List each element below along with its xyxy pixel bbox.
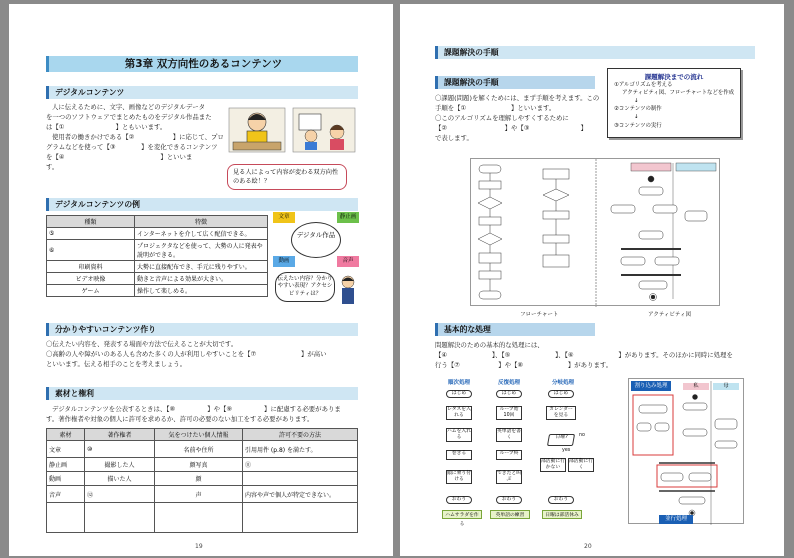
section-basic: 基本的な処理 xyxy=(435,323,595,336)
branch-node: おわり xyxy=(548,496,574,504)
examples-table xyxy=(46,215,268,297)
digital-work-diagram xyxy=(273,212,359,270)
table-row: ⑤ インターネットを介して広く配信できる。 xyxy=(47,228,268,240)
activity-caption: アクティビティ図 xyxy=(648,312,691,318)
footer-loop: 英単語の練習 xyxy=(490,510,530,519)
no-label: no xyxy=(579,433,585,438)
seq-node: 巻きる xyxy=(446,450,472,460)
rights-text: デジタルコンテンツを公表するときは、【⑧ 】や【⑨ 】に配慮する必要がありま す。著作権者や対象の個人に許可を求めるか、許可の必要のない加工をする必要があります。 xyxy=(46,405,341,423)
rights-table: 素材 著作権者 気をつけたい個人情報 許可不要の方法 文章 ⑩ 名前や住所 引用用件 (p.8) を満たす。 静止画 撮影した人 顔写真 ⑪ 動画 描いた人 顔 音声 ⑫ 声 内容や声で個人が特定できない。 xyxy=(46,428,358,533)
steps-text: 〇課題(問題)を解くためには、まず手順を考えます。この 手順を【① 】といいます。 〇このアルゴリズムを理解しやすくするために 【② 】や【③ 】 で表します。 xyxy=(435,94,600,142)
loop-node: 英単語を書く xyxy=(496,428,522,442)
seq-node: レタスを入れる xyxy=(446,406,472,420)
page-number-left: 19 xyxy=(195,543,203,550)
footer-sequential: ハムサラダを作る xyxy=(442,510,482,519)
page-right xyxy=(400,4,784,556)
loop-node: おわり xyxy=(496,496,522,504)
diagram-label-image: 静止画 xyxy=(337,212,359,223)
diagram-label-video: 動画 xyxy=(273,256,295,267)
basic-text: 問題解決のための基本的な処理には、 【④ 】、【⑤ 】、【⑥ 】があります。そのほかに同時に処理を 行う【⑦ 】や【⑧ 】があります。 xyxy=(435,341,733,369)
table-row: 動画 描いた人 顔 xyxy=(47,472,358,486)
title-branch: 分岐処理 xyxy=(552,380,575,386)
section-top: 課題解決の手順 xyxy=(435,46,755,59)
seq-node: はじめ xyxy=(446,390,472,398)
examples-header-feature: 特徴 xyxy=(135,216,268,228)
section-rights: 素材と権利 xyxy=(46,387,358,400)
lane-mother: 母 xyxy=(713,383,739,390)
chapter-title: 第3章 双方向性のあるコンテンツ xyxy=(46,56,358,72)
title-sequential: 順次処理 xyxy=(448,380,471,386)
page-left xyxy=(9,4,393,556)
loop-node: はじめ xyxy=(496,390,522,398)
interrupt-label: 割り込み処理 xyxy=(631,381,671,391)
section-examples: デジタルコンテンツの例 xyxy=(46,198,358,211)
seq-node: 頭に乗り付ける xyxy=(446,470,472,484)
easy-content-text: 〇伝えたい内容を、発表する場面や方法で伝えることが大切です。 〇高齢の人や障がいのある人も含めた多くの人が利用しやすいことを【⑦ 】が高い といいます。伝える相手のことを考えましょう。 xyxy=(46,340,327,368)
branch-node: 部活動に行かない xyxy=(540,458,566,472)
branch-node: 部活動に行く xyxy=(568,458,594,472)
section-digital-content: デジタルコンテンツ xyxy=(46,86,358,99)
parallel-label: 並行処理 xyxy=(659,515,693,524)
seq-node: おわり xyxy=(446,496,472,504)
footer-branch: 日曜は部活休み xyxy=(542,510,582,519)
flow-box-title: 課題解決までの流れ xyxy=(644,73,704,81)
branch-node: カレンダーを見る xyxy=(546,406,576,420)
table-row: ビデオ映像 動きと音声による効果が大きい。 xyxy=(47,273,268,285)
flowchart-caption: フローチャート xyxy=(520,312,559,318)
section-easy-content: 分かりやすいコンテンツ作り xyxy=(46,323,358,336)
diagram-label-audio: 音声 xyxy=(337,256,359,267)
loop-node: ループ始10回 xyxy=(496,406,522,420)
branch-decision: 日曜? xyxy=(547,434,575,446)
table-row: 音声 ⑫ 声 内容や声で個人が特定できない。 xyxy=(47,486,358,503)
examples-header-type: 種類 xyxy=(47,216,135,228)
table-row: ゲーム 操作して楽しめる。 xyxy=(47,285,268,297)
table-row: 文章 ⑩ 名前や住所 引用用件 (p.8) を満たす。 xyxy=(47,441,358,458)
title-loop: 反復処理 xyxy=(498,380,521,386)
table-row: 静止画 撮影した人 顔写真 ⑪ xyxy=(47,458,358,472)
speech-bubble: 見る人によって内容が変わる双方向性のある絵！？ xyxy=(227,164,347,190)
section-steps: 課題解決の手順 xyxy=(435,76,595,89)
digital-content-text: 人に伝えるために、文字、画像などのデジタルデータ を一つのソフトウェアでまとめたものをデジタル作品また は【① 】ともいいます。 使用者の働きかけである【② 】に応じて、プロ グラムなどを使って【③ 】を変化できるコンテンツ を【④ 】といいま す。 xyxy=(46,103,224,171)
algorithm-figure xyxy=(470,158,720,306)
lane-me: 私 xyxy=(683,383,709,390)
table-row xyxy=(47,503,358,533)
diagram-center: デジタル作品 xyxy=(291,222,341,258)
flow-box: 課題解決までの流れ ①アルゴリズムを考える アクティビティ図、フローチャートなどを作成 ↓ ②コンテンツの制作 ↓ ③コンテンツの実行 xyxy=(607,68,741,138)
table-row: 印刷資料 大勢に直接配布でき、手元に残りやすい。 xyxy=(47,261,268,273)
diagram-label-text: 文章 xyxy=(273,212,295,223)
seq-node: ハムを入れる xyxy=(446,428,472,442)
loop-node: ループ終 xyxy=(496,450,522,460)
process-diagrams xyxy=(440,378,595,527)
students-illustration xyxy=(227,100,359,162)
yes-label: yes xyxy=(562,448,571,453)
branch-node: はじめ xyxy=(548,390,574,398)
table-row: ⑥ プロジェクタなどを使って、大勢の人に発表や説明ができる。 xyxy=(47,240,268,261)
thought-bubble: 伝えたい内容？分かりやすい表現？アクセシビリティは？ xyxy=(275,272,335,302)
teacher-illustration xyxy=(337,274,359,306)
interrupt-diagram xyxy=(628,378,744,524)
loop-node: できたと叫ぶ xyxy=(496,470,522,484)
page-number-right: 20 xyxy=(584,543,592,550)
